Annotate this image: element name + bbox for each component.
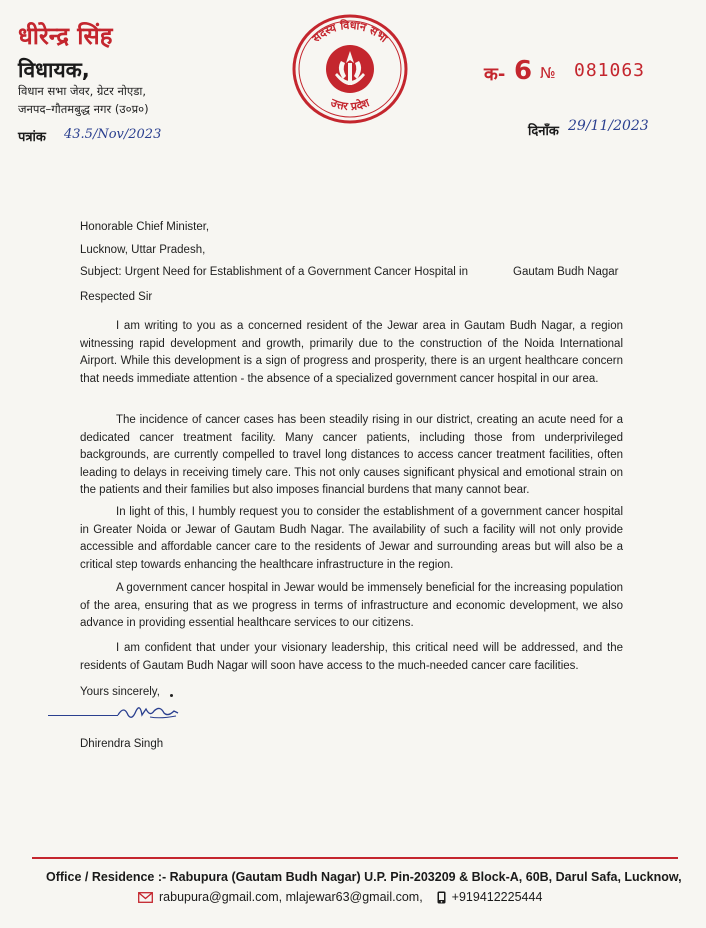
svg-text:उत्तर प्रदेश [328,96,372,114]
recipient-location: Lucknow, Uttar Pradesh, [80,244,206,256]
letterhead-name: धीरेन्द्र सिंह [18,22,113,50]
letterhead-address-line1: विधान सभा जेवर, ग्रेटर नोएडा, [18,84,147,98]
subject-place: Gautam Budh Nagar [513,266,619,278]
reference-number: 43.5/Nov/2023 [64,127,162,142]
serial-prefix: क- [484,64,506,85]
letterhead-address-line2: जनपद–गौतमबुद्ध नगर (उ०प्र०) [18,102,149,116]
handwritten-signature [116,701,180,723]
reference-label: पत्रांक [18,130,46,145]
serial-number: 081063 [574,60,646,81]
recipient: Honorable Chief Minister, [80,221,210,233]
paragraph-1: I am writing to you as a concerned resident of the Jewar area in Gautam Budh Nagar, a region witnessing rapid development and growth, primarily due to the construction of the Noida International Airport. While this development is a sign of progress and prosperity, there is an urgent healthcare concern that needs immediate attention - the absence of a specialized government cancer hospital in our area. [80,320,623,385]
mobile-phone-icon [437,891,446,904]
serial-series: 6 [514,56,533,86]
date-value: 29/11/2023 [568,118,649,134]
seal-top-text: सदस्य विधान सभा [309,18,390,46]
footer-phone: +919412225444 [451,890,543,904]
signature-line [48,715,118,716]
paragraph-5: I am confident that under your visionary leadership, this critical need will be addressed, and the residents of Gautam Budh Nagar will soon have access to the much-needed cancer care facilities. [80,642,623,672]
date-label: दिनाँक [528,124,559,139]
signatory-name: Dhirendra Singh [80,738,164,750]
footer-emails: rabupura@gmail.com, mlajewar63@gmail.com, [159,890,423,904]
assembly-seal-emblem [291,13,409,125]
seal-bottom-text: उत्तर प्रदेश [328,96,372,114]
footer-office-address: Office / Residence :- Rabupura (Gautam Budh Nagar) U.P. Pin-203209 & Block-A, 60B, Darul Safa, Lucknow, [46,870,682,884]
paragraph-4: A government cancer hospital in Jewar would be immensely beneficial for the increasing population of the area, ensuring that as we progress in terms of infrastructure and economic development, we also advance in providing essential healthcare services to our citizens. [80,582,623,630]
signature-dot [170,694,173,697]
subject: Subject: Urgent Need for Establishment of a Government Cancer Hospital in [80,266,468,278]
closing: Yours sincerely, [80,686,160,698]
footer-contact [138,890,542,904]
paragraph-2: The incidence of cancer cases has been steadily rising in our district, creating an acute need for a dedicated cancer treatment facility. Many cancer patients, including those from underprivileged backgrounds, are currently compelled to travel long distances to access cancer treatment facilities, often leading to delays in receiving timely care. This not only causes significant physical and emotional strain on the patients and their families but also imposes financial burdens that many cannot bear. [80,414,623,497]
footer-divider [32,857,678,859]
paragraph-3: In light of this, I humbly request you to consider the establishment of a government cancer hospital in Greater Noida or Jewar of Gautam Budh Nagar. The availability of such a facility will not only provide accessible and affordable cancer care to the residents of Jewar and surrounding areas but will also be a critical step towards enhancing the healthcare infrastructure in the region. [80,506,623,571]
envelope-icon [138,892,153,903]
letterhead-title: विधायक, [18,58,90,82]
serial-number-label: № [540,64,556,82]
salutation: Respected Sir [80,291,153,303]
